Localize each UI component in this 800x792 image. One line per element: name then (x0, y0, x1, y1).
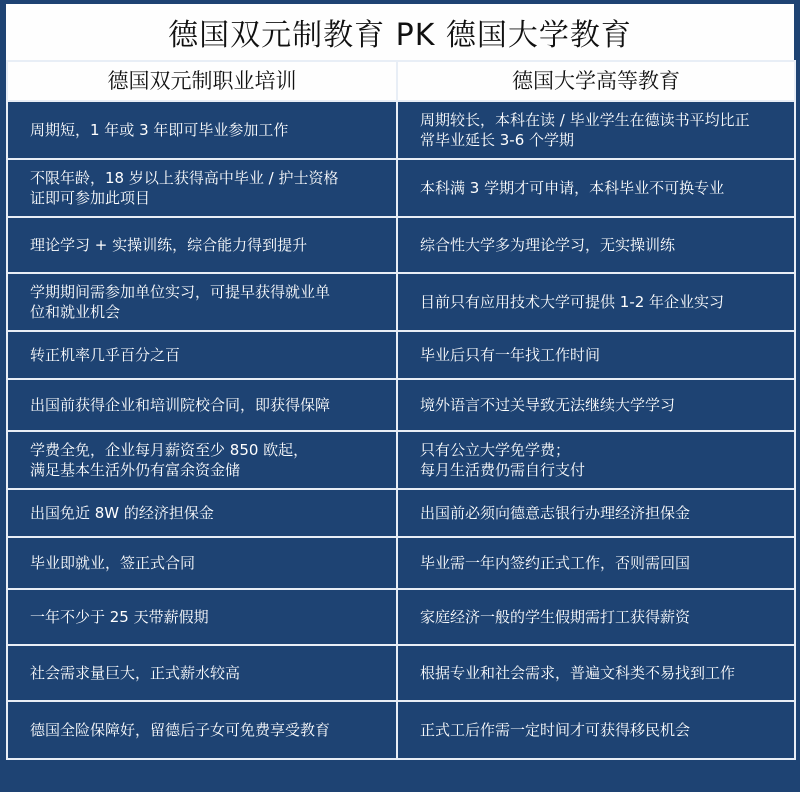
page-title: 德国双元制教育 PK 德国大学教育 (6, 4, 794, 60)
dual-system-cell (7, 645, 397, 701)
cell-text: 出国前获得企业和培训院校合同，即获得保障 (30, 396, 331, 414)
cell-text: 不限年龄，18 岁以上获得高中毕业 / 护士资格 证即可参加此项目 (30, 169, 339, 207)
university-cell (397, 537, 795, 589)
university-cell (397, 431, 795, 489)
cell-text: 毕业需一年内签约正式工作，否则需回国 (420, 554, 691, 572)
table-row (7, 159, 795, 217)
comparison-table (6, 60, 796, 760)
table-row (7, 589, 795, 645)
dual-system-cell (7, 701, 397, 759)
header-dual-system: 德国双元制职业培训 (7, 61, 397, 101)
cell-text: 社会需求量巨大，正式薪水较高 (30, 664, 241, 682)
university-cell (397, 701, 795, 759)
cell-text: 出国免近 8W 的经济担保金 (30, 504, 214, 522)
cell-text: 只有公立大学免学费； 每月生活费仍需自行支付 (420, 441, 586, 479)
dual-system-cell (7, 589, 397, 645)
dual-system-cell (7, 537, 397, 589)
university-cell (397, 589, 795, 645)
table-row (7, 379, 795, 431)
university-cell (397, 331, 795, 379)
university-cell (397, 159, 795, 217)
table-row (7, 431, 795, 489)
cell-text: 学费全免，企业每月薪资至少 850 欧起， 满足基本生活外仍有富余资金储 (30, 441, 309, 479)
cell-text: 转正机率几乎百分之百 (30, 346, 181, 364)
cell-text: 一年不少于 25 天带薪假期 (30, 608, 209, 626)
cell-text: 周期短，1 年或 3 年即可毕业参加工作 (30, 121, 289, 139)
cell-text: 理论学习 + 实操训练，综合能力得到提升 (30, 236, 308, 254)
table-row (7, 489, 795, 537)
dual-system-cell (7, 331, 397, 379)
cell-text: 目前只有应用技术大学可提供 1-2 年企业实习 (420, 293, 725, 311)
cell-text: 学期期间需参加单位实习，可提早获得就业单 位和就业机会 (30, 283, 331, 321)
university-cell (397, 379, 795, 431)
dual-system-cell (7, 431, 397, 489)
dual-system-cell (7, 101, 397, 159)
table-row (7, 101, 795, 159)
table-row (7, 537, 795, 589)
cell-text: 出国前必须向德意志银行办理经济担保金 (420, 504, 691, 522)
cell-text: 根据专业和社会需求，普遍文科类不易找到工作 (420, 664, 736, 682)
table-header-row (7, 61, 795, 101)
university-cell (397, 101, 795, 159)
dual-system-cell (7, 217, 397, 273)
university-cell (397, 273, 795, 331)
cell-text: 家庭经济一般的学生假期需打工获得薪资 (420, 608, 691, 626)
university-cell (397, 645, 795, 701)
table-row (7, 217, 795, 273)
dual-system-cell (7, 379, 397, 431)
cell-text: 德国全险保障好，留德后子女可免费享受教育 (30, 721, 331, 739)
cell-text: 周期较长，本科在读 / 毕业学生在德读书平均比正 常毕业延长 3-6 个学期 (420, 111, 750, 149)
dual-system-cell (7, 159, 397, 217)
university-cell (397, 217, 795, 273)
table-row (7, 701, 795, 759)
dual-system-cell (7, 273, 397, 331)
cell-text: 毕业后只有一年找工作时间 (420, 346, 601, 364)
cell-text: 本科满 3 学期才可申请，本科毕业不可换专业 (420, 179, 725, 197)
cell-text: 正式工后作需一定时间才可获得移民机会 (420, 721, 691, 739)
table-row (7, 645, 795, 701)
cell-text: 境外语言不过关导致无法继续大学学习 (420, 396, 676, 414)
dual-system-cell (7, 489, 397, 537)
cell-text: 毕业即就业，签正式合同 (30, 554, 196, 572)
cell-text: 综合性大学多为理论学习，无实操训练 (420, 236, 676, 254)
university-cell (397, 489, 795, 537)
table-row (7, 273, 795, 331)
header-university: 德国大学高等教育 (397, 61, 795, 101)
table-row (7, 331, 795, 379)
table-body (7, 101, 795, 759)
